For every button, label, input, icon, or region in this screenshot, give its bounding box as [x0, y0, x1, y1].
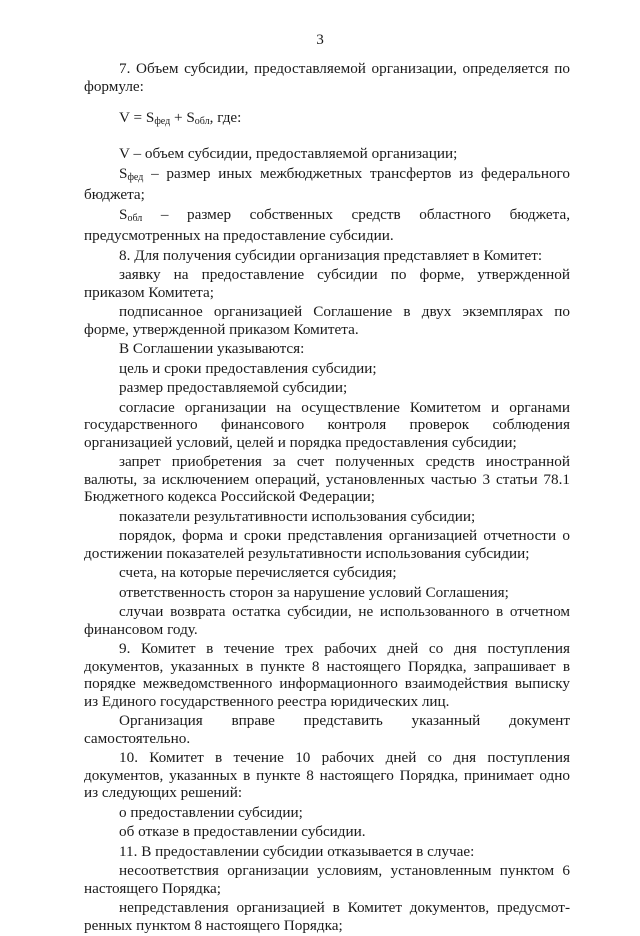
list-item: о предоставлении субсидии; — [119, 803, 303, 821]
paragraph-11: 11. В предоставлении субсидии отказывается в случае: — [119, 842, 475, 860]
paragraph-9: 9. Комитет в течение трех рабочих дней со дня поступления документов, указанных в пункте 8 настоящего Порядка, запрашивает в порядке межведомственного информационного взаимодействия выписку из Единого государственного реестра юридических лиц. — [84, 640, 570, 710]
definition-v: V – объем субсидии, предоставляемой организации; — [119, 145, 458, 162]
paragraph-10: 10. Комитет в течение 10 рабочих дней со дня поступления документов, указанных в пункте 8 настоящего Порядка, принимает одно из следующих решений: — [84, 749, 570, 801]
list-heading: В Соглашении указываются: — [119, 340, 305, 357]
list-item: подписанное организацией Соглашение в двух экземплярах по форме, утвержденной приказом Комитета. — [84, 303, 570, 338]
formula: $V = S_{фед} + S_{обл}$, где: — [119, 109, 242, 127]
list-item: случаи возврата остатка субсидии, не использованного в отчетном финансовом году. — [84, 603, 570, 638]
list-item: показатели результативности использования субсидии; — [119, 507, 476, 525]
list-item: ответственность сторон за нарушение условий Соглашения; — [119, 583, 509, 601]
list-item: об отказе в предоставлении субсидии. — [119, 823, 366, 840]
list-item: заявку на предоставление субсидии по форме, утвержденной приказом Комитета; — [84, 266, 570, 301]
list-item: согласие организации на осуществление Комитетом и органами государственного финансового контроля проверок соблюдения организацией условий, целей и порядка предоставления субсидии; — [84, 398, 570, 451]
list-item: размер предоставляемой субсидии; — [119, 379, 348, 396]
list-item: непредставления организацией в Комитет документов, предусмот-ренных пунктом 8 настоящего Порядка; — [84, 899, 570, 934]
list-item: несоответствия организации условиям, установленным пунктом 6 настоящего Порядка; — [84, 862, 570, 897]
paragraph: Организация вправе представить указанный документ самостоятельно. — [84, 712, 570, 747]
list-item: запрет приобретения за счет полученных средств иностранной валюты, за исключением операций, установленных частью 3 статьи 78.1 Бюджетного кодекса Российской Федерации; — [84, 453, 570, 505]
document-body — [84, 60, 570, 936]
list-item: цель и сроки предоставления субсидии; — [119, 359, 377, 377]
page-number: 3 — [316, 31, 324, 48]
definition-s-fed: $S_{фед}$ – размер иных межбюджетных трансфертов из федерального бюджета; — [84, 164, 570, 203]
paragraph-8: 8. Для получения субсидии организация представляет в Комитет: — [119, 246, 543, 264]
list-item: счета, на которые перечисляется субсидия; — [119, 564, 397, 581]
paragraph-7: 7. Объем субсидии, предоставляемой организации, определяется по формуле: — [84, 60, 570, 95]
definition-s-obl: $S_{обл}$ – размер собственных средств областного бюджета, предусмотренных на предоставление субсидии. — [84, 205, 571, 244]
list-item: порядок, форма и сроки представления организацией отчетности о достижении показателей результативности использования субсидии; — [84, 527, 570, 562]
